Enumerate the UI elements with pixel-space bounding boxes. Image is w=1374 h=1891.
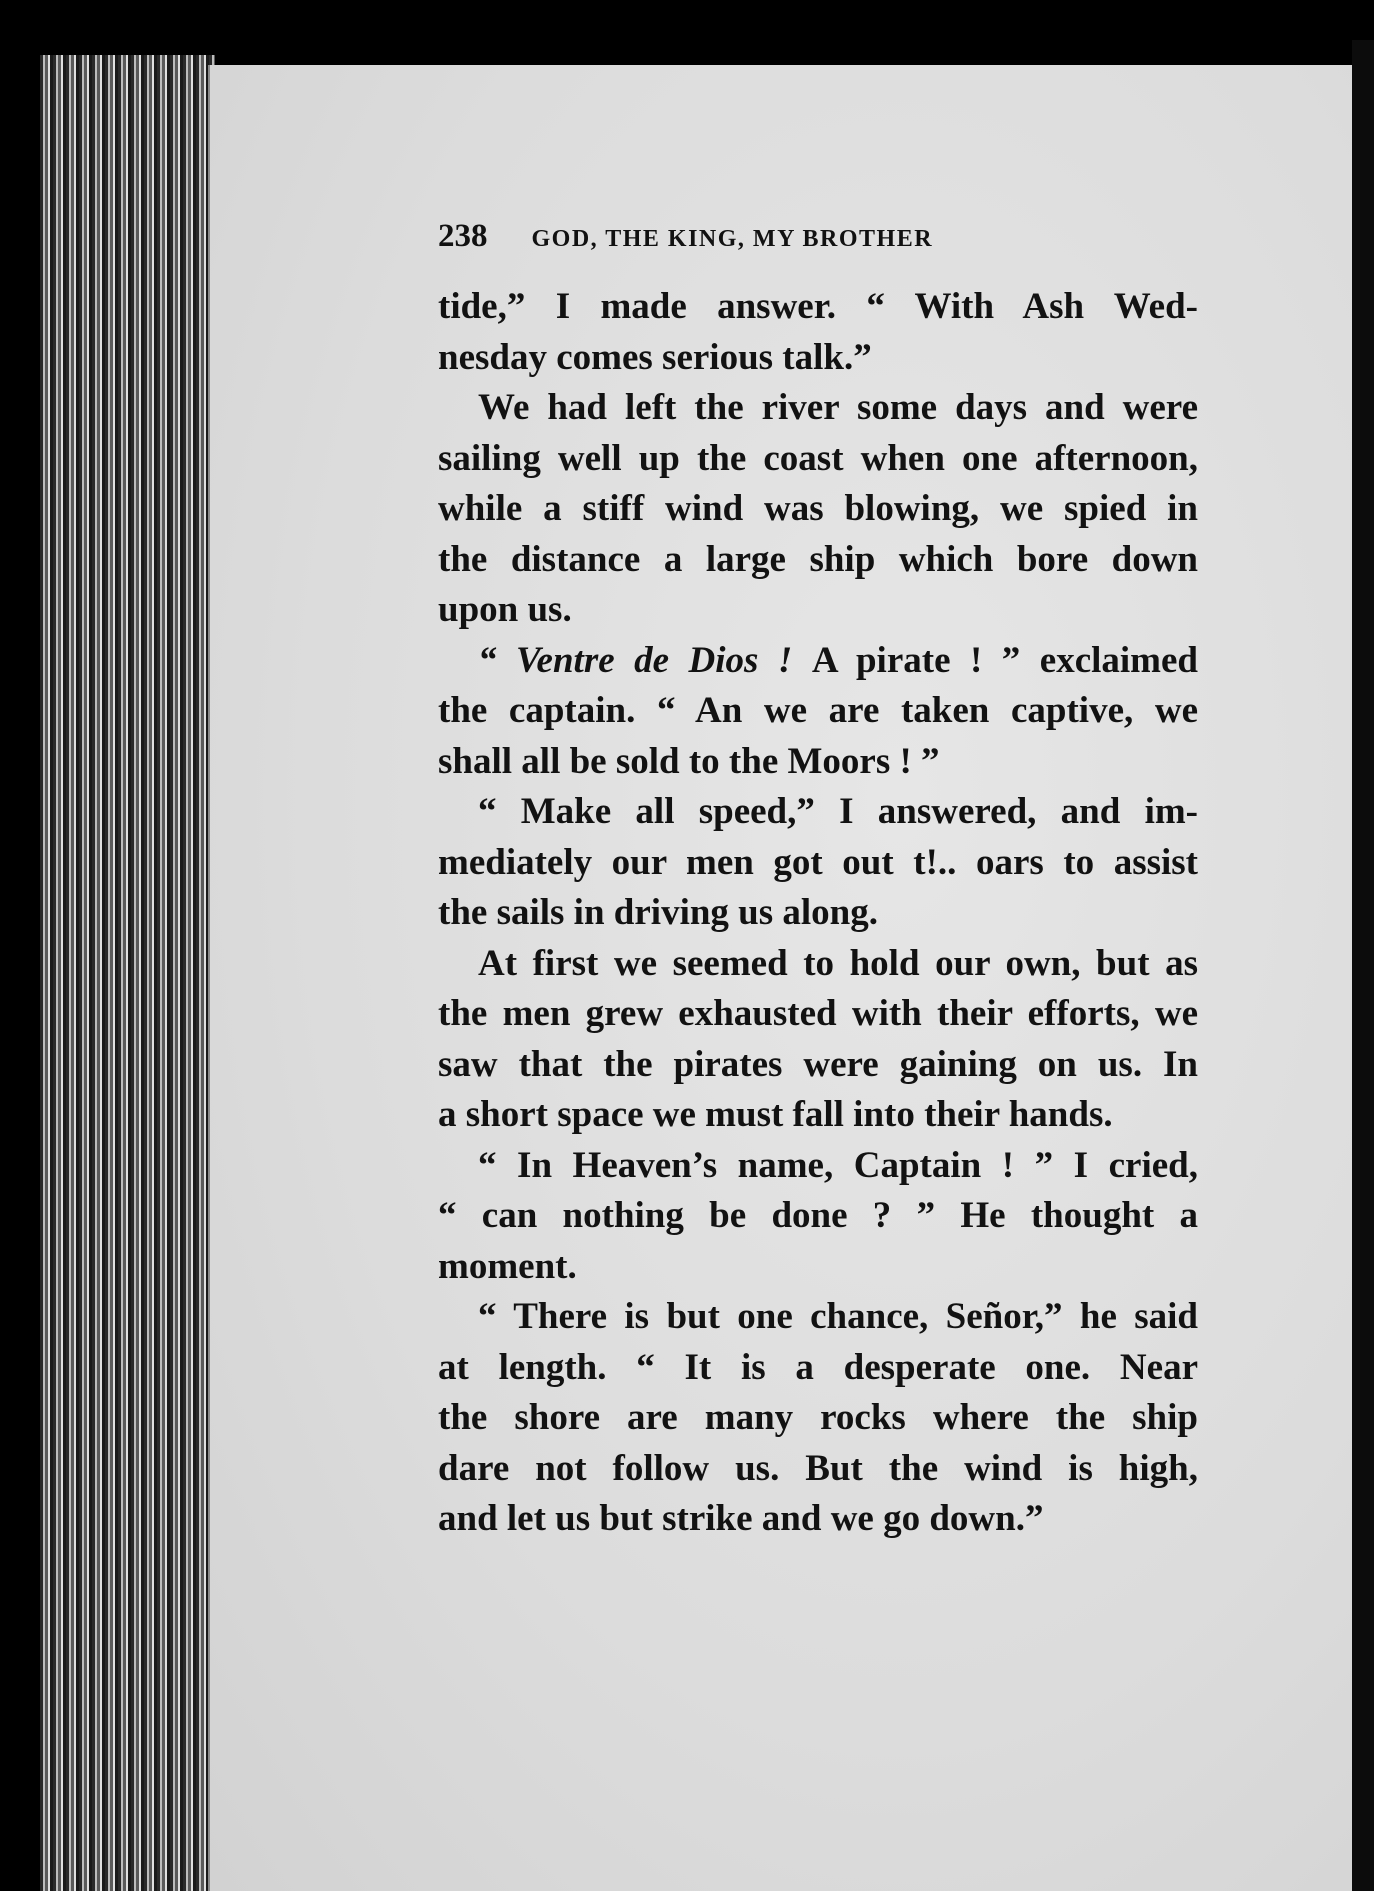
text-line: sailing well up the coast when one afternoon, <box>438 437 1198 479</box>
text-line: at length. “ It is a desperate one. Near <box>438 1346 1198 1388</box>
text-line: a short space we must fall into their hands. <box>438 1094 1113 1135</box>
text-line <box>438 636 1198 687</box>
text-line: We had left the river some days and were <box>478 387 1198 428</box>
line-text: A pirate ! ” exclaimed <box>811 639 1198 681</box>
text-line: nesday comes serious talk.” <box>438 336 872 378</box>
running-head: GOD, THE KING, MY BROTHER <box>531 226 934 252</box>
text-line: the men grew exhausted with their efforts, we <box>438 993 1198 1034</box>
page-header <box>438 218 1198 255</box>
text-line: “ Make all speed,” I answered, and im- <box>478 791 1198 832</box>
text-line: mediately our men got out t!.. oars to assist <box>438 841 1198 883</box>
body-text <box>438 282 1198 1545</box>
text-line: while a stiff wind was blowing, we spied in <box>438 488 1198 529</box>
text-line: “ can nothing be done ? ” He thought a <box>438 1195 1198 1236</box>
text-line: “ In Heaven’s name, Captain ! ” I cried, <box>478 1144 1198 1186</box>
text-line: saw that the pirates were gaining on us. In <box>438 1043 1198 1085</box>
scan-border <box>1352 40 1374 1891</box>
text-line: the distance a large ship which bore down <box>438 538 1198 580</box>
text-line: and let us but strike and we go down.” <box>438 1498 1044 1539</box>
text-line: dare not follow us. But the wind is high, <box>438 1447 1198 1489</box>
text-line: the sails in driving us along. <box>438 892 879 933</box>
text-line: moment. <box>438 1245 577 1287</box>
page-edges <box>40 55 215 1891</box>
text-line: shall all be sold to the Moors ! ” <box>438 740 940 782</box>
text-line: tide,” I made answer. “ With Ash Wed- <box>438 286 1198 327</box>
text-line: upon us. <box>438 589 572 630</box>
page-number: 238 <box>438 218 488 254</box>
text-line: the shore are many rocks where the ship <box>438 1397 1198 1438</box>
text-line: At first we seemed to hold our own, but as <box>478 942 1198 984</box>
text-line: “ There is but one chance, Señor,” he said <box>478 1296 1198 1337</box>
italic-phrase: “ Ventre de Dios ! <box>478 639 812 681</box>
text-line: the captain. “ An we are taken captive, we <box>438 690 1198 731</box>
